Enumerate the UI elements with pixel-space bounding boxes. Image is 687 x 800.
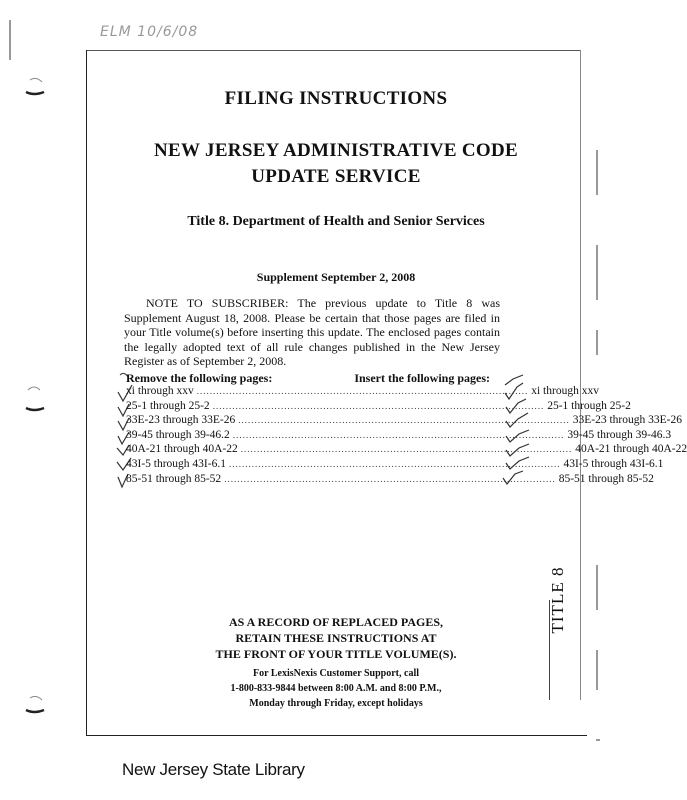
support-line-1: For LexisNexis Customer Support, call	[252, 668, 419, 679]
record-line-3: THE FRONT OF YOUR TITLE VOLUME(S).	[215, 647, 457, 661]
support-line-2: 1-800-833-9844 between 8:00 A.M. and 8:00 P.M.,	[230, 683, 442, 694]
remove-pages: 25-1 through 25-2	[126, 399, 210, 412]
list-item	[122, 472, 654, 488]
title-heading: Title 8. Department of Health and Senior Services	[187, 214, 485, 229]
leader-dots: ......................................................................................................	[232, 429, 565, 440]
remove-pages: 33E-23 through 33E-26	[126, 414, 236, 427]
hole-punch-marks	[26, 78, 44, 712]
list-item	[122, 457, 664, 473]
insert-pages: 85-51 through 85-52	[558, 472, 654, 485]
subtitle-line-2: UPDATE SERVICE	[251, 166, 421, 187]
remove-header: Remove the following pages:	[126, 371, 273, 385]
support-line-3: Monday through Friday, except holidays	[249, 698, 423, 709]
insert-header: Insert the following pages:	[354, 371, 490, 385]
list-item	[122, 443, 687, 458]
side-title: TITLE 8	[548, 566, 567, 634]
insert-pages: 40A-21 through 40A-22	[575, 443, 687, 456]
remove-pages: 40A-21 through 40A-22	[126, 443, 238, 456]
list-item	[122, 414, 682, 429]
page-title: FILING INSTRUCTIONS	[224, 88, 448, 109]
customer-support-info	[86, 666, 586, 711]
list-item	[122, 385, 599, 400]
page-list	[122, 385, 687, 487]
record-instructions	[86, 614, 586, 662]
remove-pages: 39-45 through 39-46.2	[126, 428, 230, 441]
subtitle-line-1: NEW JERSEY ADMINISTRATIVE CODE	[154, 140, 518, 161]
page-subtitle	[86, 138, 586, 190]
insert-pages: 39-45 through 39-46.3	[567, 428, 672, 441]
remove-pages: 43I-5 through 43I-6.1	[126, 457, 226, 470]
leader-dots: ......................................................................................................	[228, 458, 561, 469]
note-text: NOTE TO SUBSCRIBER: The previous update to Title 8 was Supplement August 18, 2008. Please be certain that those pages are filed in your Title volume(s) before inserting this update. The enclosed pages contain the legally adopted text of all rule changes published in the New Jersey Register as of September 2, 2008.	[124, 296, 500, 368]
supplement-date: Supplement September 2, 2008	[256, 270, 416, 284]
footer-library-name: New Jersey State Library	[122, 760, 305, 779]
leader-dots: ......................................................................................................	[224, 473, 556, 484]
remove-pages: xi through xxv	[126, 385, 194, 397]
leader-dots: ......................................................................................................	[238, 415, 570, 426]
leader-dots: ......................................................................................................	[196, 386, 529, 396]
insert-pages: 33E-23 through 33E-26	[572, 414, 682, 427]
list-item	[122, 399, 631, 415]
leader-dots: ......................................................................................................	[212, 400, 545, 411]
insert-pages: xi through xxv	[531, 385, 599, 397]
note-to-subscriber	[124, 296, 500, 369]
insert-pages: 25-1 through 25-2	[547, 399, 631, 412]
remove-pages: 85-51 through 85-52	[126, 472, 222, 485]
record-line-2: RETAIN THESE INSTRUCTIONS AT	[235, 631, 437, 645]
handwritten-stamp: ELM 10/6/08	[100, 24, 199, 40]
leader-dots: ......................................................................................................	[240, 444, 573, 455]
record-line-1: AS A RECORD OF REPLACED PAGES,	[228, 615, 444, 629]
list-item	[122, 428, 672, 444]
insert-pages: 43I-5 through 43I-6.1	[563, 457, 664, 470]
